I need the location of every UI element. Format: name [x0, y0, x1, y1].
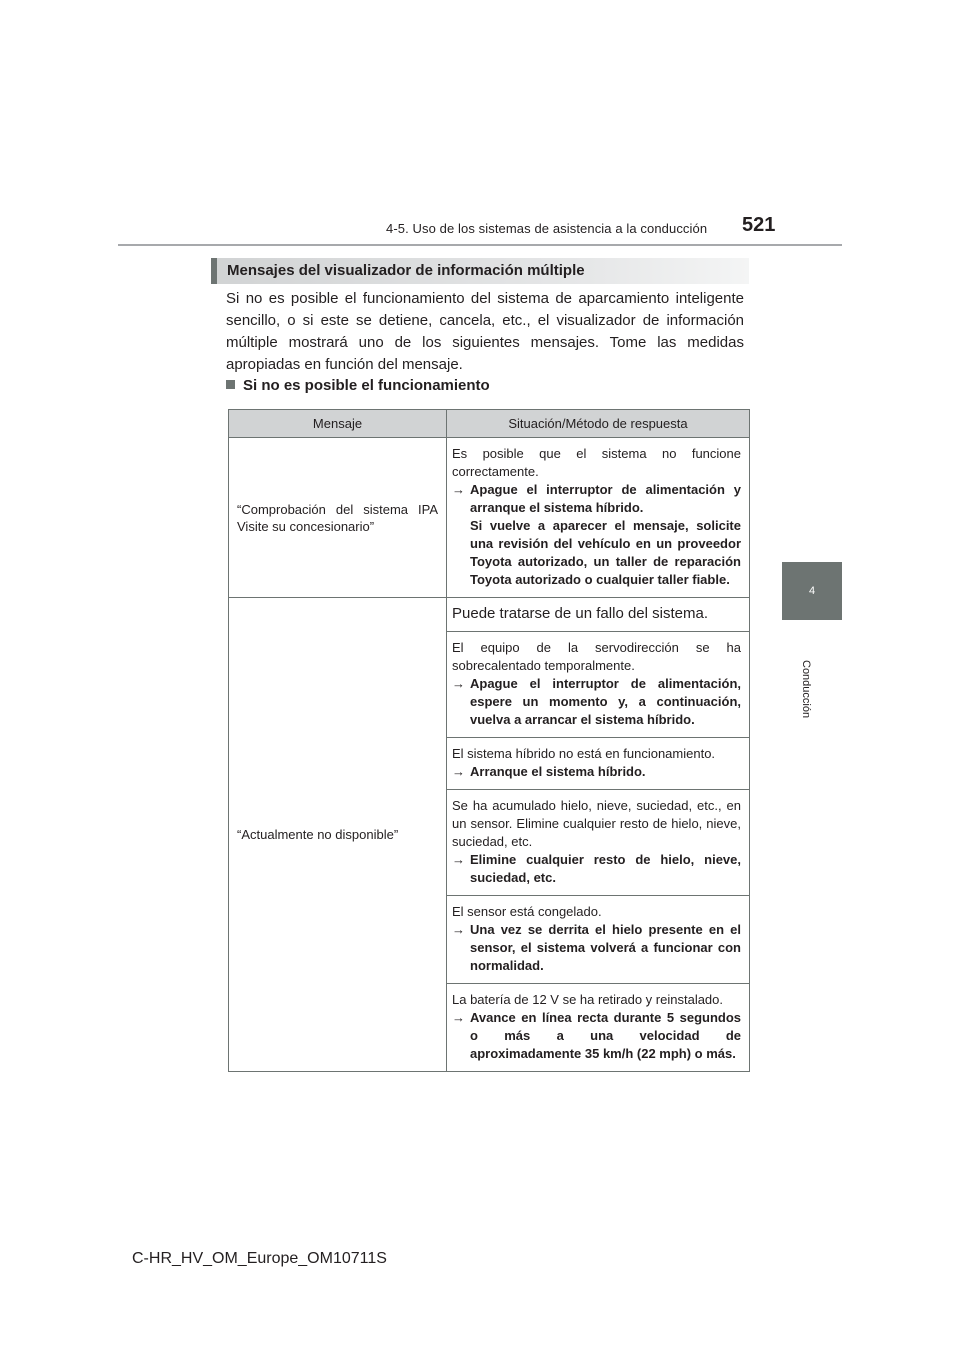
- col-header-message: Mensaje: [229, 410, 447, 438]
- message-cell: “Actualmente no disponible”: [229, 598, 447, 1072]
- section-title: Mensajes del visualizador de información múltiple: [227, 262, 585, 279]
- arrow-icon: →: [452, 852, 465, 867]
- response-cell: [447, 598, 750, 632]
- table-row: [229, 438, 750, 598]
- action-item: [452, 763, 741, 781]
- situation-text: Puede tratarse de un fallo del sistema.: [452, 605, 708, 622]
- response-cell: [447, 632, 750, 738]
- arrow-icon: →: [452, 764, 465, 779]
- situation-text: El sistema híbrido no está en funcionamiento.: [452, 746, 716, 761]
- chapter-tab-label: Conducción: [800, 660, 812, 719]
- header-section-title: 4-5. Uso de los sistemas de asistencia a la conducción: [386, 221, 708, 236]
- col-header-response: Situación/Método de respuesta: [447, 410, 750, 438]
- square-bullet-icon: [226, 380, 235, 389]
- response-cell: [447, 790, 750, 896]
- action-text: Apague el interruptor de alimentación y arranque el sistema híbrido.: [470, 482, 741, 515]
- action-item: [452, 481, 741, 589]
- action-item: [452, 921, 741, 975]
- action-item: [452, 851, 741, 887]
- subheading: [226, 377, 490, 394]
- situation-text: Se ha acumulado hielo, nieve, suciedad, etc., en un sensor. Elimine cualquier resto de hielo, nieve, suciedad, etc.: [452, 798, 741, 849]
- action-text: Apague el interruptor de alimentación, espere un momento y, a continuación, vuelva a arrancar el sistema híbrido.: [470, 676, 741, 727]
- arrow-icon: →: [452, 922, 465, 937]
- table-header-row: [229, 410, 750, 438]
- arrow-icon: →: [452, 1010, 465, 1025]
- situation-text: Es posible que el sistema no funcione correctamente.: [452, 446, 741, 479]
- response-cell: [447, 984, 750, 1072]
- footer-doc-code: C-HR_HV_OM_Europe_OM10711S: [132, 1250, 387, 1267]
- action-text: Una vez se derrita el hielo presente en el sensor, el sistema volverá a funcionar con normalidad.: [470, 922, 741, 973]
- response-cell: [447, 438, 750, 598]
- message-cell: “Comprobación del sistema IPA Visite su concesionario”: [229, 438, 447, 598]
- arrow-icon: →: [452, 676, 465, 691]
- situation-text: La batería de 12 V se ha retirado y reinstalado.: [452, 992, 724, 1007]
- situation-text: El sensor está congelado.: [452, 904, 602, 919]
- action-text-2: Si vuelve a aparecer el mensaje, solicite una revisión del vehículo en un proveedor Toyota autorizado, un taller de reparación Toyota autorizado o cualquier taller fiable.: [470, 518, 741, 587]
- page-number: 521: [742, 214, 776, 236]
- chapter-tab: 4: [782, 562, 842, 620]
- messages-table: [228, 409, 750, 1072]
- response-cell: [447, 738, 750, 790]
- action-item: [452, 675, 741, 729]
- situation-text: El equipo de la servodirección se ha sobrecalentado temporalmente.: [452, 640, 741, 673]
- arrow-icon: →: [452, 482, 465, 497]
- action-text: Avance en línea recta durante 5 segundos o más a una velocidad de aproximadamente 35 km/h (22 mph) o más.: [470, 1010, 741, 1061]
- response-cell: [447, 896, 750, 984]
- action-text: Arranque el sistema híbrido.: [470, 764, 646, 779]
- intro-paragraph: Si no es posible el funcionamiento del sistema de aparcamiento inteligente sencillo, o si este se detiene, cancela, etc., el visualizador de información múltiple mostrará uno de los siguientes mensajes. Tome las medidas apropiadas en función del mensaje.: [226, 290, 744, 373]
- action-item: [452, 1009, 741, 1063]
- subheading-text: Si no es posible el funcionamiento: [243, 377, 490, 394]
- section-title-bar: [211, 258, 749, 284]
- header-divider: [118, 244, 842, 246]
- table-row: [229, 598, 750, 632]
- section-title-accent: [211, 258, 217, 284]
- action-text: Elimine cualquier resto de hielo, nieve, suciedad, etc.: [470, 852, 741, 885]
